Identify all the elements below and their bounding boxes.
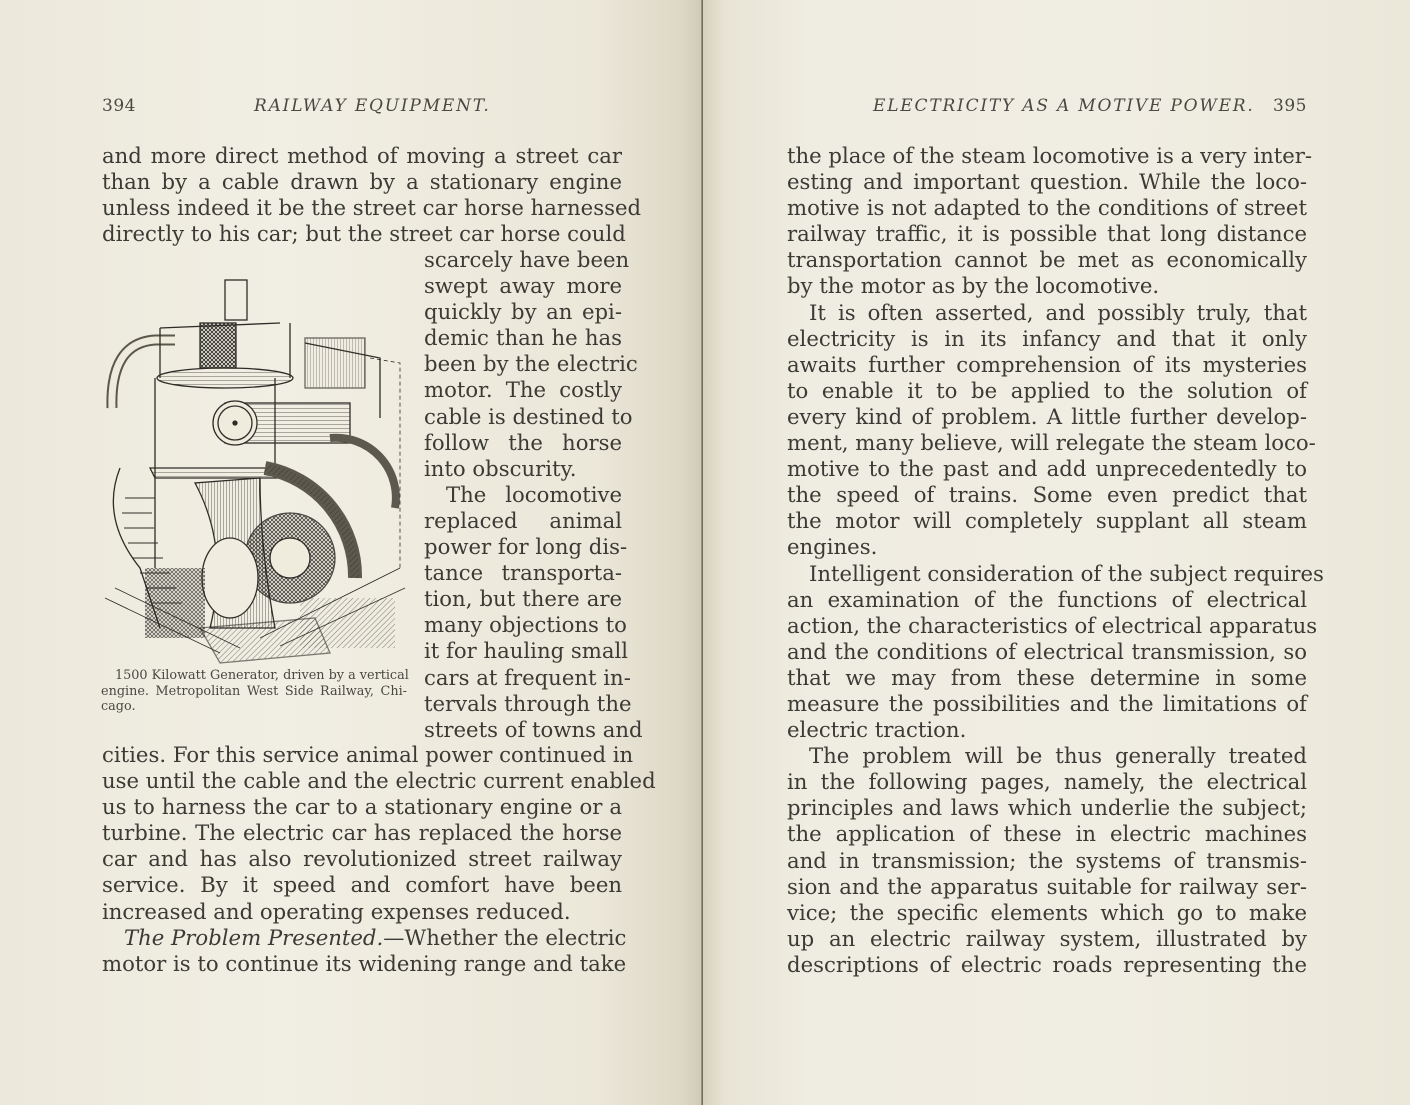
text-line: into obscurity. <box>424 455 577 481</box>
text-line: electricity is in its infancy and that it only <box>787 325 1307 351</box>
right-page <box>703 0 1410 1105</box>
text-line: and in transmission; the systems of transmis- <box>787 847 1307 873</box>
section-heading: The Problem Presented. <box>124 924 384 950</box>
paragraph-top <box>102 143 642 247</box>
text-line: to enable it to be applied to the solution of <box>787 377 1307 403</box>
engraving-image <box>100 268 406 664</box>
text-line: been by the electric <box>424 351 638 377</box>
text-line: many objections to <box>424 612 627 638</box>
generator-engraving <box>100 268 406 664</box>
text-line: it for hauling small <box>424 638 629 664</box>
text-line: engines. <box>787 534 878 560</box>
text-line: in the following pages, namely, the electrical <box>787 769 1307 795</box>
page-number-right: 395 <box>1273 96 1307 116</box>
text-line: the motor will completely supplant all steam <box>787 508 1307 534</box>
text-line: principles and laws which underlie the subject; <box>787 795 1307 821</box>
caption-line: engine. Metropolitan West Side Railway, Chi- <box>101 683 407 699</box>
text-line: The problem will be thus generally treated <box>809 743 1307 769</box>
section-first-line <box>102 924 627 951</box>
text-line: car and has also revolutionized street railway <box>102 846 622 872</box>
text-line: railway traffic, it is possible that long distance <box>787 221 1307 247</box>
section-first-line-text: —Whether the electric <box>383 924 627 950</box>
text-line: vice; the specific elements which go to make <box>787 899 1307 925</box>
text-line: Intelligent consideration of the subject requires <box>809 560 1324 586</box>
text-line: ment, many believe, will relegate the steam loco- <box>787 430 1316 456</box>
text-line: demic than he has <box>424 325 622 351</box>
paragraph-bottom <box>102 742 656 977</box>
paragraph-beside-figure <box>424 247 643 743</box>
left-page <box>0 0 703 1105</box>
text-line: cities. For this service animal power continued in <box>102 742 634 767</box>
text-line: power for long dis- <box>424 534 628 560</box>
text-line: tervals through the <box>424 690 632 716</box>
text-line: motive is not adapted to the conditions of street <box>787 195 1307 221</box>
text-line: The locomotive <box>446 481 622 507</box>
text-line: sion and the apparatus suitable for railway ser- <box>787 873 1307 899</box>
text-line: increased and operating expenses reduced. <box>102 898 571 924</box>
figure-caption <box>101 668 407 715</box>
text-line: swept away more <box>424 273 622 299</box>
text-line: the application of these in electric machines <box>787 821 1307 847</box>
text-line: descriptions of electric roads representing the <box>787 951 1307 977</box>
text-line: streets of towns and <box>424 716 643 742</box>
text-line: us to harness the car to a stationary engine or a <box>102 794 622 820</box>
text-line: It is often asserted, and possibly truly, that <box>809 299 1307 325</box>
text-line: that we may from these determine in some <box>787 664 1307 690</box>
text-line: turbine. The electric car has replaced the horse <box>102 820 622 846</box>
text-line: tion, but there are <box>424 586 622 612</box>
text-line: the place of the steam locomotive is a very inter- <box>787 143 1313 168</box>
text-line: action, the characteristics of electrical apparatus <box>787 612 1318 638</box>
text-line: transportation cannot be met as economically <box>787 247 1307 273</box>
text-line: motor. The costly <box>424 377 622 403</box>
text-line: cars at frequent in- <box>424 664 631 690</box>
page-number-left: 394 <box>102 96 136 116</box>
text-line: service. By it speed and comfort have been <box>102 872 622 898</box>
text-line: by the motor as by the locomotive. <box>787 273 1160 299</box>
running-head-left: RAILWAY EQUIPMENT. <box>254 96 491 116</box>
right-page-body <box>787 143 1324 978</box>
text-line: quickly by an epi- <box>424 299 622 325</box>
text-line: up an electric railway system, illustrated by <box>787 925 1307 951</box>
text-line: use until the cable and the electric current enabled <box>102 768 656 794</box>
text-line: the speed of trains. Some even predict that <box>787 482 1307 508</box>
text-line: electric traction. <box>787 717 967 743</box>
text-line: replaced animal <box>424 507 622 533</box>
text-line: follow the horse <box>424 429 622 455</box>
text-line: and more direct method of moving a street car <box>102 143 622 168</box>
text-line: directly to his car; but the street car horse could <box>102 221 626 247</box>
text-line: awaits further comprehension of its mysteries <box>787 351 1307 377</box>
text-line: cable is destined to <box>424 403 633 429</box>
text-line: esting and important question. While the loco- <box>787 169 1307 195</box>
text-line: motive to the past and add unprecedentedly to <box>787 456 1307 482</box>
running-head-right: ELECTRICITY AS A MOTIVE POWER. <box>873 96 1255 116</box>
text-line: motor is to continue its widening range and take <box>102 950 627 976</box>
text-line: every kind of problem. A little further develop- <box>787 403 1307 429</box>
text-line: an examination of the functions of electrical <box>787 586 1307 612</box>
caption-line: 1500 Kilowatt Generator, driven by a vertical <box>115 668 409 683</box>
text-line: unless indeed it be the street car horse harnessed <box>102 195 642 221</box>
text-line: scarcely have been <box>424 247 630 272</box>
text-line: tance transporta- <box>424 560 622 586</box>
caption-line: cago. <box>101 699 136 714</box>
text-line: than by a cable drawn by a stationary engine <box>102 169 622 195</box>
text-line: measure the possibilities and the limitations of <box>787 690 1307 716</box>
text-line: and the conditions of electrical transmission, so <box>787 638 1307 664</box>
